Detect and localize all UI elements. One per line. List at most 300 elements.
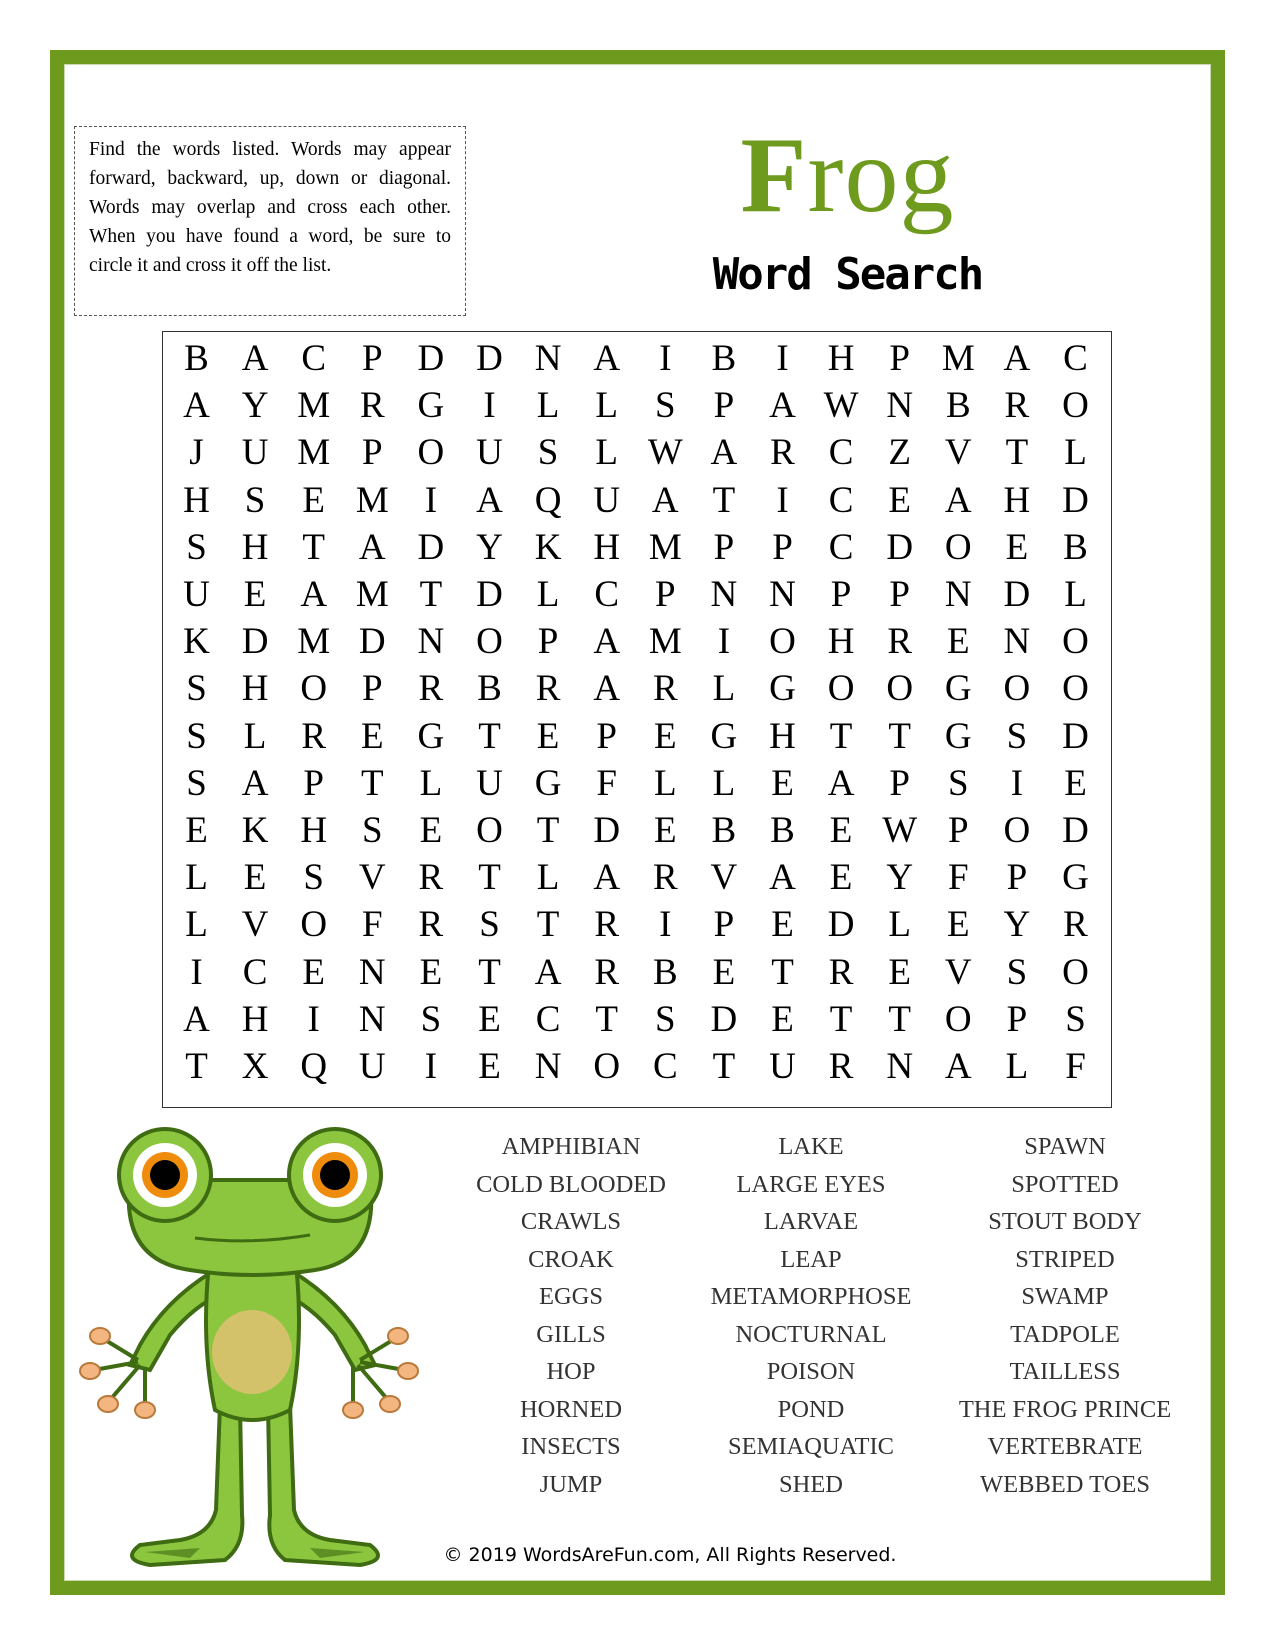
grid-letter: A <box>183 998 210 1040</box>
grid-letter: P <box>830 574 852 615</box>
grid-letter: T <box>536 810 560 851</box>
word-list-item: INSECTS <box>521 1433 621 1460</box>
grid-letter: S <box>244 479 266 521</box>
grid-letter: A <box>300 574 328 615</box>
grid-letter: R <box>594 904 620 946</box>
frog-illustration-icon <box>70 1120 430 1580</box>
grid-letter: T <box>712 1046 736 1087</box>
grid-letter: R <box>418 857 444 899</box>
grid-letter: C <box>828 526 854 568</box>
grid-letter: E <box>653 810 677 851</box>
grid-letter: N <box>534 338 562 379</box>
word-list-item: SWAMP <box>1021 1283 1109 1310</box>
grid-letter: B <box>184 338 209 379</box>
grid-row <box>163 477 1111 525</box>
grid-letter: E <box>419 810 443 851</box>
grid-letter: T <box>536 904 560 946</box>
grid-letter: S <box>303 857 324 899</box>
grid-letter: U <box>183 574 210 615</box>
grid-letter: N <box>534 1046 562 1087</box>
grid-letter: R <box>828 1046 854 1087</box>
letter-grid <box>162 331 1112 1108</box>
grid-letter: D <box>358 621 386 663</box>
grid-letter: A <box>651 479 679 521</box>
grid-letter: H <box>827 621 855 663</box>
copyright-notice: © 2019 WordsAreFun.com, All Rights Reserved. <box>443 1544 897 1566</box>
grid-row <box>163 618 1111 666</box>
grid-letter: W <box>647 432 683 474</box>
grid-letter: A <box>593 338 621 379</box>
grid-row <box>163 524 1111 572</box>
grid-letter: T <box>771 951 794 993</box>
word-list-item: SPOTTED <box>1011 1170 1119 1198</box>
grid-letter: D <box>1062 715 1089 757</box>
grid-letter: A <box>710 432 738 474</box>
grid-letter: L <box>595 432 618 474</box>
grid-letter: O <box>944 526 972 568</box>
grid-letter: C <box>301 338 327 379</box>
grid-letter: S <box>948 762 969 804</box>
grid-letter: E <box>653 715 677 757</box>
grid-letter: E <box>946 621 970 663</box>
word-list-item: JUMP <box>539 1470 603 1498</box>
grid-letter: S <box>186 526 207 568</box>
grid-letter: E <box>302 479 325 521</box>
grid-letter: F <box>362 904 383 946</box>
grid-letter: S <box>655 385 676 427</box>
grid-letter: B <box>1063 526 1088 568</box>
grid-letter: D <box>1062 479 1089 521</box>
grid-letter: R <box>652 857 678 899</box>
grid-letter: R <box>1004 385 1030 427</box>
grid-letter: I <box>776 479 789 521</box>
grid-letter: E <box>478 998 501 1040</box>
grid-letter: G <box>710 715 738 757</box>
grid-letter: O <box>476 621 503 663</box>
grid-row <box>163 713 1111 761</box>
grid-letter: A <box>944 479 972 521</box>
word-list-item: VERTEBRATE <box>987 1433 1143 1460</box>
grid-letter: G <box>944 715 972 757</box>
grid-letter: S <box>1065 998 1086 1040</box>
grid-letter: S <box>537 432 559 474</box>
word-list-column-1 <box>441 1128 701 1503</box>
word-list-item: NOCTURNAL <box>735 1320 887 1348</box>
grid-letter: A <box>593 857 621 899</box>
grid-letter: R <box>828 951 854 993</box>
grid-letter: M <box>648 621 682 663</box>
grid-letter: A <box>183 385 210 427</box>
grid-letter: L <box>595 385 618 427</box>
grid-letter: R <box>1063 904 1088 946</box>
grid-letter: G <box>417 385 445 427</box>
grid-letter: I <box>483 385 496 427</box>
grid-letter: Y <box>241 385 269 427</box>
grid-letter: B <box>711 810 737 851</box>
grid-letter: P <box>362 338 383 379</box>
grid-letter: F <box>948 857 969 899</box>
grid-letter: N <box>1003 621 1031 663</box>
grid-letter: D <box>593 810 621 851</box>
grid-letter: R <box>418 904 444 946</box>
grid-letter: H <box>241 668 269 710</box>
grid-letter: T <box>829 715 853 757</box>
word-list-item: SEMIAQUATIC <box>727 1433 895 1460</box>
word-list-item: HOP <box>546 1358 596 1385</box>
grid-letter: T <box>478 951 501 993</box>
grid-letter: S <box>186 668 207 710</box>
grid-letter: H <box>1003 479 1031 521</box>
grid-letter: P <box>362 668 383 710</box>
grid-letter: P <box>772 526 793 568</box>
grid-letter: R <box>535 668 561 710</box>
grid-letter: O <box>1003 810 1031 851</box>
grid-row <box>163 382 1111 430</box>
grid-letter: O <box>1062 385 1089 427</box>
grid-row <box>163 335 1111 383</box>
word-list-item: TAILLESS <box>1009 1358 1121 1385</box>
grid-letter: T <box>888 715 911 757</box>
grid-letter: O <box>593 1046 621 1087</box>
grid-letter: E <box>185 810 208 851</box>
word-list-item: EGGS <box>539 1283 603 1310</box>
grid-letter: S <box>1006 715 1028 757</box>
grid-letter: A <box>769 385 796 427</box>
grid-letter: U <box>476 432 503 474</box>
grid-letter: O <box>1062 951 1089 993</box>
grid-letter: N <box>358 951 386 993</box>
word-list-item: STRIPED <box>1015 1245 1115 1273</box>
word-list-item: STOUT BODY <box>988 1208 1142 1235</box>
grid-letter: P <box>303 762 324 804</box>
grid-letter: F <box>1065 1046 1086 1087</box>
grid-row <box>163 996 1111 1044</box>
grid-letter: S <box>186 762 207 804</box>
grid-letter: T <box>185 1046 208 1087</box>
title-rest: rog <box>807 116 955 235</box>
grid-letter: X <box>241 1046 269 1087</box>
grid-letter: I <box>190 951 203 993</box>
grid-letter: B <box>477 668 502 710</box>
grid-letter: P <box>713 385 735 427</box>
grid-letter: L <box>1005 1046 1029 1087</box>
word-list-column-2 <box>681 1128 941 1503</box>
grid-letter: W <box>823 385 859 427</box>
grid-letter: E <box>243 574 267 615</box>
grid-letter: P <box>713 526 735 568</box>
grid-letter: H <box>183 479 210 521</box>
grid-letter: S <box>186 715 207 757</box>
grid-letter: Q <box>534 479 562 521</box>
grid-letter: Y <box>476 526 503 568</box>
grid-letter: O <box>886 668 914 710</box>
grid-letter: V <box>944 951 972 993</box>
grid-letter: M <box>941 338 975 379</box>
grid-letter: U <box>358 1046 386 1087</box>
grid-letter: A <box>593 668 621 710</box>
grid-letter: N <box>417 621 445 663</box>
grid-letter: T <box>419 574 443 615</box>
grid-letter: V <box>358 857 386 899</box>
grid-letter: P <box>1006 998 1028 1040</box>
grid-letter: T <box>302 526 325 568</box>
grid-row <box>163 949 1111 997</box>
word-list-item: HORNED <box>519 1395 623 1423</box>
grid-letter: L <box>536 574 560 615</box>
grid-letter: E <box>771 904 794 946</box>
grid-letter: U <box>241 432 269 474</box>
grid-letter: O <box>476 810 503 851</box>
grid-letter: O <box>944 998 972 1040</box>
grid-letter: M <box>648 526 682 568</box>
grid-letter: E <box>946 904 970 946</box>
grid-letter: L <box>1064 574 1087 615</box>
grid-letter: D <box>1003 574 1031 615</box>
grid-letter: H <box>593 526 621 568</box>
grid-letter: P <box>537 621 559 663</box>
grid-letter: I <box>1010 762 1024 804</box>
grid-letter: N <box>358 998 386 1040</box>
grid-row <box>163 665 1111 713</box>
word-list-item: METAMORPHOSE <box>710 1283 912 1310</box>
grid-letter: H <box>300 810 328 851</box>
grid-letter: R <box>887 621 913 663</box>
word-list-item: POISON <box>766 1358 856 1385</box>
grid-letter: N <box>886 385 914 427</box>
grid-letter: D <box>417 526 445 568</box>
grid-letter: E <box>360 715 384 757</box>
grid-letter: M <box>355 479 389 521</box>
grid-letter: Y <box>1003 904 1031 946</box>
grid-letter: D <box>476 338 503 379</box>
word-list-item: CRAWLS <box>520 1208 622 1235</box>
grid-letter: A <box>827 762 855 804</box>
grid-letter: G <box>534 762 562 804</box>
grid-letter: E <box>829 857 853 899</box>
grid-letter: R <box>301 715 327 757</box>
grid-letter: M <box>297 432 331 474</box>
grid-letter: Y <box>886 857 914 899</box>
grid-letter: D <box>710 998 738 1040</box>
grid-letter: E <box>1064 762 1087 804</box>
word-list-item: THE FROG PRINCE <box>958 1395 1172 1423</box>
grid-letter: O <box>1062 621 1089 663</box>
grid-letter: E <box>771 998 794 1040</box>
grid-letter: A <box>1003 338 1031 379</box>
grid-letter: E <box>712 951 736 993</box>
grid-letter: D <box>827 904 855 946</box>
grid-letter: I <box>424 1046 438 1087</box>
grid-letter: J <box>189 432 204 474</box>
page-title <box>700 118 995 234</box>
grid-letter: M <box>297 385 331 427</box>
grid-letter: L <box>536 857 560 899</box>
grid-letter: M <box>297 621 331 663</box>
grid-letter: C <box>535 998 561 1040</box>
grid-letter: C <box>242 951 268 993</box>
grid-letter: A <box>241 762 269 804</box>
grid-letter: F <box>596 762 617 804</box>
grid-row <box>163 571 1111 619</box>
grid-letter: O <box>300 904 328 946</box>
grid-letter: S <box>1006 951 1028 993</box>
grid-letter: H <box>241 526 269 568</box>
grid-letter: G <box>417 715 445 757</box>
grid-letter: T <box>478 715 501 757</box>
grid-row <box>163 901 1111 949</box>
grid-letter: C <box>1063 338 1088 379</box>
grid-letter: E <box>536 715 560 757</box>
grid-row <box>163 854 1111 902</box>
grid-letter: C <box>652 1046 678 1087</box>
grid-letter: Q <box>300 1046 328 1087</box>
grid-letter: U <box>593 479 621 521</box>
grid-letter: L <box>712 762 736 804</box>
grid-row <box>163 429 1111 477</box>
grid-letter: A <box>358 526 386 568</box>
grid-letter: T <box>712 479 736 521</box>
word-list-item: LARVAE <box>763 1208 859 1235</box>
grid-letter: B <box>945 385 971 427</box>
grid-letter: O <box>769 621 796 663</box>
grid-letter: V <box>710 857 738 899</box>
grid-letter: N <box>710 574 738 615</box>
grid-letter: P <box>889 762 910 804</box>
grid-letter: Z <box>888 432 911 474</box>
grid-letter: O <box>827 668 855 710</box>
grid-letter: M <box>355 574 389 615</box>
grid-letter: S <box>420 998 442 1040</box>
grid-letter: S <box>479 904 500 946</box>
grid-letter: P <box>889 574 910 615</box>
grid-letter: L <box>888 904 911 946</box>
grid-letter: T <box>360 762 384 804</box>
grid-letter: A <box>534 951 562 993</box>
grid-letter: R <box>418 668 444 710</box>
grid-letter: T <box>1005 432 1029 474</box>
grid-letter: O <box>417 432 445 474</box>
grid-letter: A <box>944 1046 972 1087</box>
grid-letter: I <box>659 904 672 946</box>
grid-letter: E <box>243 857 267 899</box>
grid-letter: A <box>241 338 269 379</box>
word-list-item: AMPHIBIAN <box>501 1133 641 1160</box>
grid-row <box>163 760 1111 808</box>
grid-letter: T <box>888 998 911 1040</box>
grid-letter: L <box>185 857 208 899</box>
grid-letter: E <box>888 951 911 993</box>
grid-letter: I <box>776 338 789 379</box>
grid-letter: V <box>944 432 972 474</box>
word-list-item: CROAK <box>528 1245 614 1273</box>
grid-letter: I <box>424 479 438 521</box>
grid-letter: K <box>241 810 269 851</box>
grid-letter: B <box>652 951 678 993</box>
grid-letter: L <box>653 762 677 804</box>
grid-letter: P <box>948 810 969 851</box>
grid-letter: P <box>889 338 910 379</box>
word-list-item: COLD BLOODED <box>476 1170 666 1198</box>
word-list-item: LARGE EYES <box>736 1170 886 1198</box>
grid-letter: P <box>1006 857 1028 899</box>
grid-letter: A <box>476 479 503 521</box>
word-list-item: WEBBED TOES <box>980 1470 1150 1498</box>
grid-letter: E <box>1005 526 1029 568</box>
grid-letter: P <box>713 904 735 946</box>
grid-letter: S <box>362 810 383 851</box>
grid-letter: H <box>769 715 796 757</box>
grid-letter: L <box>1064 432 1087 474</box>
grid-letter: R <box>594 951 620 993</box>
grid-letter: C <box>594 574 620 615</box>
grid-letter: I <box>717 621 731 663</box>
word-list-item: LAKE <box>778 1133 844 1160</box>
grid-letter: C <box>828 432 854 474</box>
word-list-item: LEAP <box>780 1245 842 1273</box>
grid-letter: D <box>1062 810 1089 851</box>
grid-letter: O <box>300 668 328 710</box>
page-subtitle: Word Search <box>712 249 983 300</box>
grid-letter: U <box>476 762 503 804</box>
grid-letter: W <box>882 810 918 851</box>
title-first-letter: F <box>740 116 808 235</box>
grid-letter: H <box>241 998 269 1040</box>
grid-letter: T <box>478 857 501 899</box>
grid-letter: A <box>769 857 796 899</box>
grid-letter: N <box>944 574 972 615</box>
grid-letter: G <box>769 668 796 710</box>
grid-letter: U <box>769 1046 796 1087</box>
grid-letter: G <box>1062 857 1089 899</box>
grid-letter: K <box>534 526 562 568</box>
grid-letter: E <box>419 951 443 993</box>
grid-letter: R <box>359 385 385 427</box>
grid-letter: B <box>770 810 795 851</box>
grid-letter: P <box>596 715 617 757</box>
grid-letter: D <box>241 621 269 663</box>
grid-letter: D <box>476 574 503 615</box>
grid-letter: V <box>241 904 269 946</box>
grid-letter: L <box>712 668 736 710</box>
word-list-item: SHED <box>779 1470 843 1498</box>
grid-letter: O <box>1003 668 1031 710</box>
grid-letter: A <box>593 621 621 663</box>
grid-letter: T <box>595 998 618 1040</box>
grid-letter: B <box>711 338 737 379</box>
grid-letter: L <box>419 762 443 804</box>
word-list-item: SPAWN <box>1024 1133 1106 1160</box>
grid-letter: D <box>417 338 445 379</box>
grid-letter: E <box>829 810 853 851</box>
word-list-item: GILLS <box>536 1320 606 1348</box>
grid-letter: I <box>307 998 320 1040</box>
grid-letter: I <box>659 338 672 379</box>
grid-letter: P <box>362 432 383 474</box>
grid-letter: R <box>770 432 795 474</box>
word-list-item: TADPOLE <box>1010 1320 1120 1348</box>
grid-letter: P <box>655 574 676 615</box>
grid-row <box>163 807 1111 855</box>
grid-letter: E <box>302 951 325 993</box>
grid-letter: D <box>886 526 914 568</box>
grid-letter: R <box>652 668 678 710</box>
grid-letter: G <box>944 668 972 710</box>
grid-letter: E <box>771 762 794 804</box>
grid-letter: L <box>185 904 208 946</box>
grid-letter: L <box>536 385 560 427</box>
grid-letter: E <box>478 1046 501 1087</box>
instructions-box: Find the words listed. Words may appear forward, backward, up, down or diagonal. Words may overlap and cross each other. When you have found a word, be sure to circle it and cross it off the list. <box>74 126 466 316</box>
